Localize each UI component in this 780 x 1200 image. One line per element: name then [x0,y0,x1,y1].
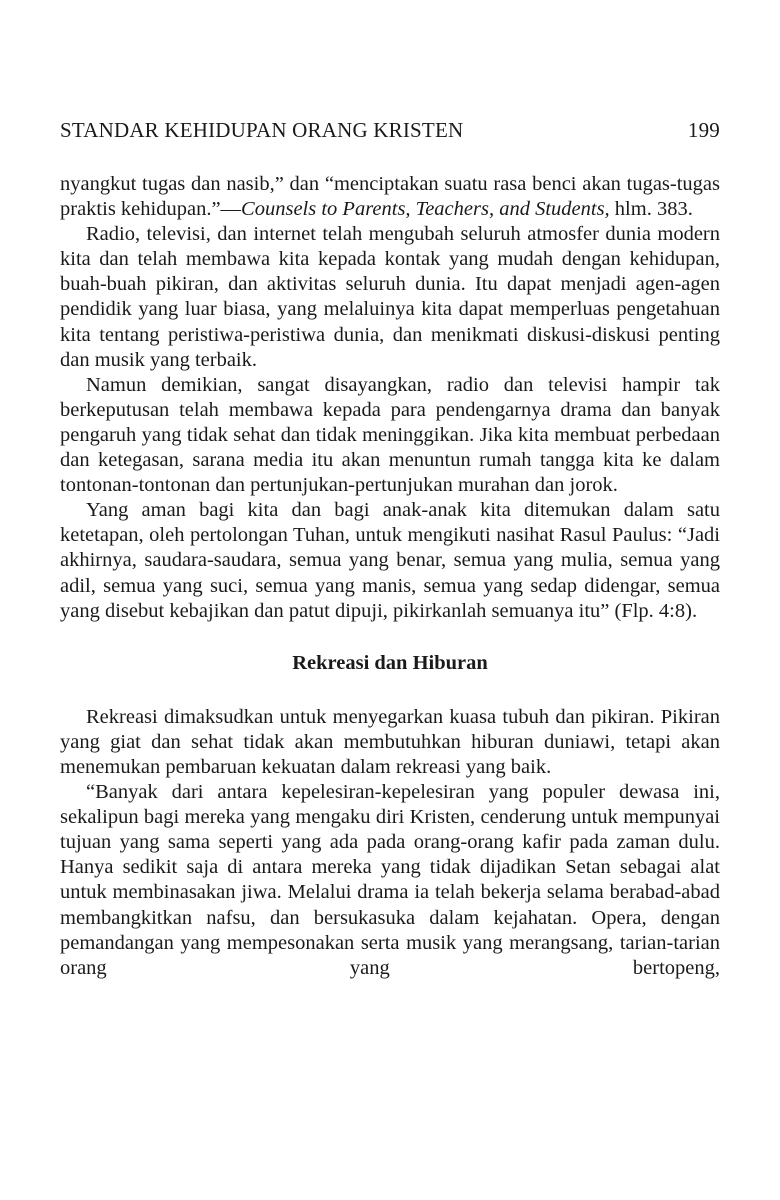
paragraph-continued [60,172,720,222]
paragraph: Rekreasi dimaksudkan untuk menyegarkan kuasa tubuh dan pikiran. Pikiran yang giat dan sehat tidak akan membutuhkan hiburan duniawi, tetapi akan menemukan pembaruan kekuatan dalam rekreasi yang baik. [60,705,720,778]
running-header [60,118,720,143]
page-reference: hlm. 383. [609,198,693,221]
page-number: 199 [687,118,720,142]
body-text [60,172,720,981]
section-heading: Rekreasi dan Hiburan [292,651,488,674]
paragraph: Namun demikian, sangat disayangkan, radio dan televisi hampir tak berkeputusan telah membawa kepada para pendengarnya drama dan banyak pengaruh yang tidak sehat dan tidak meninggikan. Jika kita membuat perbedaan dan ketegasan, sarana media itu akan menuntun rumah tangga kita ke dalam tontonan-tontonan dan pertunjukan-pertunjukan murahan dan jorok. [60,373,720,497]
paragraph: Yang aman bagi kita dan bagi anak-anak kita ditemukan dalam satu ketetapan, oleh pertolongan Tuhan, untuk mengikuti nasihat Rasul Paulus: “Jadi akhirnya, saudara-saudara, semua yang benar, semua yang mulia, semua yang adil, semua yang suci, semua yang manis, semua yang sedap didengar, semua yang disebut kebajikan dan patut dipuji, pikirkanlah semuanya itu” (Flp. 4:8). [60,499,720,622]
book-citation: Counsels to Parents, Teachers, and Students, [241,198,610,221]
paragraph: “Banyak dari antara kepelesiran-kepelesiran yang populer dewasa ini, sekalipun bagi mereka yang mengaku diri Kristen, cenderung untuk mempunyai tujuan yang sama seperti yang ada pada orang-orang kafir pada zaman dulu. Hanya sedikit saja di antara mereka yang tidak dijadikan Setan sebagai alat untuk membinasakan jiwa. Melalui drama ia telah bekerja selama berabad-abad membangkitkan nafsu, dan bersukasuka dalam kejahatan. Opera, dengan pemandangan yang mempesonakan serta musik yang merangsang, tarian-tarian orang yang bertopeng, [60,781,720,979]
running-title: STANDAR KEHIDUPAN ORANG KRISTEN [60,118,464,142]
paragraph-text: nyangkut tugas dan nasib,” dan “menciptakan suatu rasa benci akan tugas-tugas praktis kehidupan.”— [60,173,720,221]
paragraph: Radio, televisi, dan internet telah mengubah seluruh atmosfer dunia modern kita dan telah membawa kita kepada kontak yang mudah dengan kehidupan, buah-buah pikiran, dan aktivitas seluruh dunia. Itu dapat menjadi agen-agen pendidik yang luar biasa, yang melaluinya kita dapat memperluas pengetahuan kita tentang peristiwa-peristiwa dunia, dan menikmati diskusi-diskusi penting dan musik yang terbaik. [60,223,720,371]
